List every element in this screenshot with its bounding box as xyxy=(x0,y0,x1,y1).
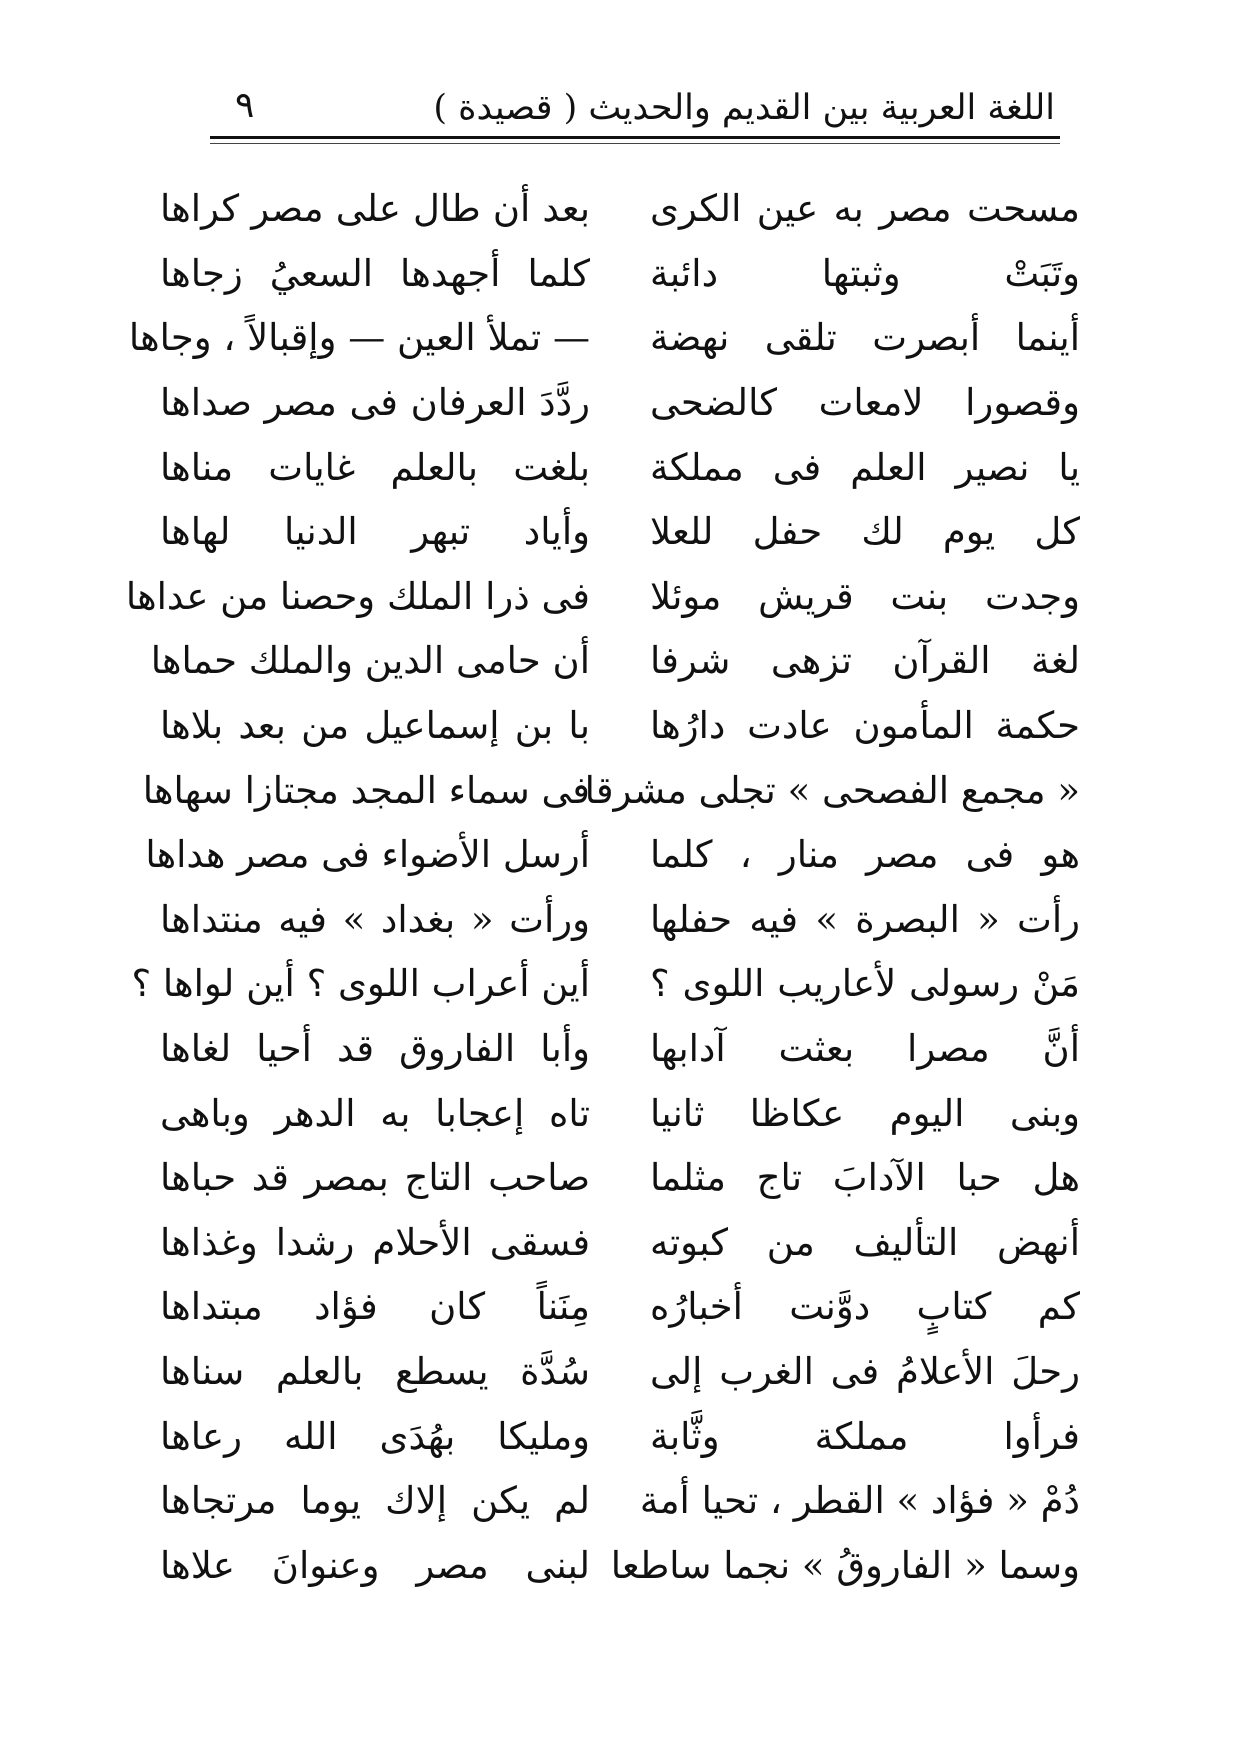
verse-line xyxy=(160,694,1080,759)
first-hemistich: هل حبا الآدابَ تاج مثلما xyxy=(650,1156,1080,1200)
second-hemistich: أرسل الأضواء فى مصر هداها xyxy=(145,833,590,877)
first-hemistich: حكمة المأمون عادت دارُها xyxy=(650,704,1080,748)
verse-line xyxy=(160,1469,1080,1534)
first-hemistich: وقصورا لامعات كالضحى xyxy=(650,381,1080,425)
verse-line xyxy=(128,306,1080,371)
second-hemistich: فسقى الأحلام رشدا وغذاها xyxy=(160,1220,590,1264)
verse-line xyxy=(160,1081,1080,1146)
second-hemistich: أن حامى الدين والملك حماها xyxy=(150,639,590,683)
second-hemistich: مِنَناً كان فؤاد مبتداها xyxy=(160,1285,590,1329)
first-hemistich: فرأوا مملكة وثَّابة xyxy=(650,1414,1080,1458)
second-hemistich: وأبا الفاروق قد أحيا لغاها xyxy=(160,1027,590,1071)
verse-line xyxy=(160,500,1080,565)
verse-line xyxy=(160,1275,1080,1340)
verse-line xyxy=(145,823,1080,888)
second-hemistich: ورأت « بغداد » فيه منتداها xyxy=(160,897,590,941)
first-hemistich: وجدت بنت قريش موئلا xyxy=(650,574,1080,618)
second-hemistich: فى ذرا الملك وحصنا من عداها xyxy=(125,574,590,618)
first-hemistich: يا نصير العلم فى مملكة xyxy=(650,445,1080,489)
verse-line xyxy=(160,888,1080,953)
verse-line xyxy=(160,1146,1080,1211)
verse-line xyxy=(142,758,1080,823)
verse-line xyxy=(160,1340,1080,1405)
second-hemistich: سُدَّة يسطع بالعلم سناها xyxy=(160,1349,590,1393)
second-hemistich: لم يكن إلاك يوما مرتجاها xyxy=(160,1479,590,1523)
second-hemistich: بعد أن طال على مصر كراها xyxy=(160,187,590,231)
poem-body xyxy=(125,177,1080,1598)
second-hemistich: با بن إسماعيل من بعد بلاها xyxy=(160,704,590,748)
first-hemistich: كل يوم لك حفل للعلا xyxy=(650,510,1080,554)
running-title: اللغة العربية بين القديم والحديث ( قصيدة ) xyxy=(433,88,1055,128)
verse-line xyxy=(160,1533,1080,1598)
verse-line xyxy=(160,177,1080,242)
first-hemistich: وسما « الفاروقُ » نجما ساطعا xyxy=(610,1543,1080,1587)
first-hemistich: رحلَ الأعلامُ فى الغرب إلى xyxy=(650,1349,1080,1393)
first-hemistich: كم كتابٍ دوَّنت أخبارُه xyxy=(650,1285,1080,1329)
verse-line xyxy=(160,242,1080,307)
second-hemistich: ومليكا بهُدَى الله رعاها xyxy=(160,1414,590,1458)
verse-line xyxy=(160,1211,1080,1276)
first-hemistich: هو فى مصر منار ، كلما xyxy=(650,833,1080,877)
first-hemistich: « مجمع الفصحى » تجلى مشرقا xyxy=(584,768,1080,812)
second-hemistich: بلغت بالعلم غايات مناها xyxy=(160,445,590,489)
first-hemistich: لغة القرآن تزهى شرفا xyxy=(650,639,1080,683)
second-hemistich: لبنى مصر وعنوانَ علاها xyxy=(160,1543,590,1587)
second-hemistich: كلما أجهدها السعيُ زجاها xyxy=(160,251,590,295)
second-hemistich: أين أعراب اللوى ؟ أين لواها ؟ xyxy=(131,962,590,1006)
first-hemistich: دُمْ « فؤاد » القطر ، تحيا أمة xyxy=(639,1479,1080,1523)
header-rule xyxy=(210,136,1060,139)
header-rule-thin xyxy=(210,143,1060,144)
second-hemistich: صاحب التاج بمصر قد حباها xyxy=(160,1156,590,1200)
verse-line xyxy=(160,371,1080,436)
first-hemistich: رأت « البصرة » فيه حفلها xyxy=(650,897,1080,941)
page-number: ٩ xyxy=(235,85,255,126)
running-header xyxy=(215,78,1055,138)
first-hemistich: مَنْ رسولى لأعاريب اللوى ؟ xyxy=(650,962,1080,1006)
verse-line xyxy=(160,435,1080,500)
second-hemistich: — تملأ العين — وإقبالاً ، وجاها xyxy=(128,316,590,360)
second-hemistich: وأياد تبهر الدنيا لهاها xyxy=(160,510,590,554)
first-hemistich: مسحت مصر به عين الكرى xyxy=(650,187,1080,231)
first-hemistich: أنهض التأليف من كبوته xyxy=(650,1220,1080,1264)
second-hemistich: فى سماء المجد مجتازا سهاها xyxy=(142,768,590,812)
verse-line xyxy=(150,629,1080,694)
second-hemistich: ردَّدَ العرفان فى مصر صداها xyxy=(160,381,590,425)
first-hemistich: وبنى اليوم عكاظا ثانيا xyxy=(650,1091,1080,1135)
first-hemistich: وتَبَتْ وثبتها دائبة xyxy=(650,251,1080,295)
verse-line xyxy=(125,565,1080,630)
second-hemistich: تاه إعجابا به الدهر وباهى xyxy=(160,1091,590,1135)
first-hemistich: أنَّ مصرا بعثت آدابها xyxy=(650,1027,1080,1071)
first-hemistich: أينما أبصرت تلقى نهضة xyxy=(650,316,1080,360)
verse-line xyxy=(131,952,1080,1017)
verse-line xyxy=(160,1017,1080,1082)
verse-line xyxy=(160,1404,1080,1469)
